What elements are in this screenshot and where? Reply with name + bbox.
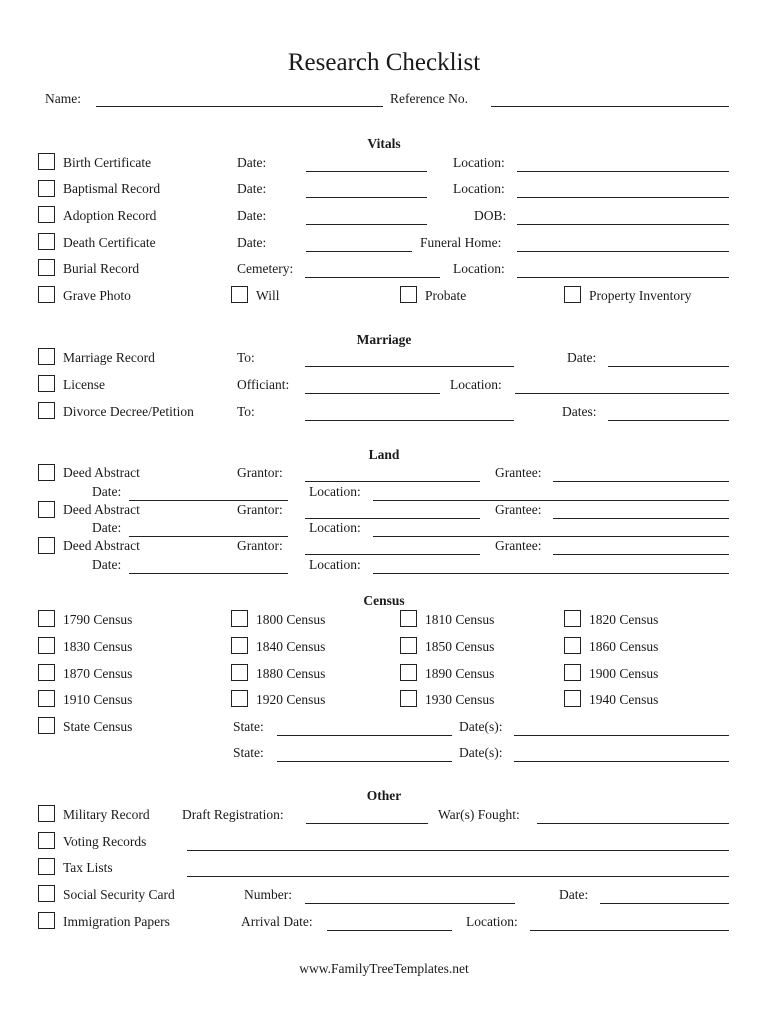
- deed-abstract-2-checkbox[interactable]: [38, 501, 55, 518]
- deed-1-date-label: Date:: [92, 484, 122, 499]
- draft-registration-field[interactable]: [306, 809, 428, 824]
- page-title: Research Checklist: [287, 49, 481, 76]
- deed-1-date-field[interactable]: [129, 486, 288, 501]
- deed-1-location-field[interactable]: [373, 486, 729, 501]
- birth-location-field[interactable]: [517, 157, 729, 172]
- tax-lists-label: Tax Lists: [63, 860, 113, 875]
- license-location-label: Location:: [450, 377, 502, 392]
- ssn-date-field[interactable]: [600, 889, 729, 904]
- divorce-dates-label: Dates:: [562, 404, 597, 419]
- license-label: License: [63, 377, 105, 392]
- other-heading: Other: [366, 788, 402, 803]
- tax-lists-checkbox[interactable]: [38, 858, 55, 875]
- property-inventory-checkbox[interactable]: [564, 286, 581, 303]
- baptismal-date-field[interactable]: [306, 183, 427, 198]
- census-1850-checkbox[interactable]: [400, 637, 417, 654]
- census-1870-checkbox[interactable]: [38, 664, 55, 681]
- burial-location-field[interactable]: [517, 263, 729, 278]
- deed-1-location-label: Location:: [309, 484, 361, 499]
- marriage-record-checkbox[interactable]: [38, 348, 55, 365]
- census-1880-checkbox[interactable]: [231, 664, 248, 681]
- deed-3-grantee-field[interactable]: [553, 540, 729, 555]
- state-2-dates-label: Date(s):: [459, 745, 503, 760]
- marriage-record-label: Marriage Record: [63, 350, 155, 365]
- state-census-label: State Census: [63, 719, 133, 734]
- deed-abstract-1-checkbox[interactable]: [38, 464, 55, 481]
- reference-label: Reference No.: [390, 91, 468, 106]
- census-1900-checkbox[interactable]: [564, 664, 581, 681]
- birth-certificate-label: Birth Certificate: [63, 155, 152, 170]
- deed-2-grantor-field[interactable]: [305, 504, 480, 519]
- property-inventory-label: Property Inventory: [589, 288, 692, 303]
- voting-records-field[interactable]: [187, 836, 729, 851]
- land-heading: Land: [368, 447, 400, 462]
- license-location-field[interactable]: [515, 379, 729, 394]
- deed-abstract-3-checkbox[interactable]: [38, 537, 55, 554]
- census-1930-label: 1930 Census: [425, 692, 495, 707]
- dob-label: DOB:: [474, 208, 507, 223]
- census-1920-checkbox[interactable]: [231, 690, 248, 707]
- tax-lists-field[interactable]: [187, 862, 729, 877]
- census-1860-checkbox[interactable]: [564, 637, 581, 654]
- census-1790-label: 1790 Census: [63, 612, 133, 627]
- deed-3-grantor-label: Grantor:: [237, 538, 283, 553]
- deed-3-grantor-field[interactable]: [305, 540, 480, 555]
- ssn-number-label: Number:: [244, 887, 292, 902]
- officiant-field[interactable]: [305, 379, 440, 394]
- state-census-checkbox[interactable]: [38, 717, 55, 734]
- arrival-date-label: Arrival Date:: [241, 914, 313, 929]
- census-1850-label: 1850 Census: [425, 639, 495, 654]
- vitals-heading: Vitals: [367, 136, 401, 151]
- state-1-label: State:: [233, 719, 264, 734]
- baptismal-location-label: Location:: [453, 181, 505, 196]
- will-checkbox[interactable]: [231, 286, 248, 303]
- baptismal-location-field[interactable]: [517, 183, 729, 198]
- census-1790-checkbox[interactable]: [38, 610, 55, 627]
- immigration-papers-checkbox[interactable]: [38, 912, 55, 929]
- ssn-date-label: Date:: [559, 887, 589, 902]
- deed-2-date-label: Date:: [92, 520, 122, 535]
- death-certificate-label: Death Certificate: [63, 235, 156, 250]
- deed-3-grantee-label: Grantee:: [495, 538, 542, 553]
- funeral-home-label: Funeral Home:: [420, 235, 502, 250]
- deed-abstract-3-label: Deed Abstract: [63, 538, 140, 553]
- marriage-date-field[interactable]: [608, 352, 729, 367]
- deed-1-grantor-field[interactable]: [305, 467, 480, 482]
- deed-3-date-field[interactable]: [129, 559, 288, 574]
- deed-2-location-label: Location:: [309, 520, 361, 535]
- grave-photo-checkbox[interactable]: [38, 286, 55, 303]
- death-certificate-checkbox[interactable]: [38, 233, 55, 250]
- deed-3-date-label: Date:: [92, 557, 122, 572]
- deed-abstract-1-label: Deed Abstract: [63, 465, 140, 480]
- deed-2-grantee-label: Grantee:: [495, 502, 542, 517]
- census-1860-label: 1860 Census: [589, 639, 659, 654]
- probate-checkbox[interactable]: [400, 286, 417, 303]
- census-1800-checkbox[interactable]: [231, 610, 248, 627]
- divorce-dates-field[interactable]: [608, 406, 729, 421]
- death-date-field[interactable]: [306, 237, 412, 252]
- census-1870-label: 1870 Census: [63, 666, 133, 681]
- census-1910-checkbox[interactable]: [38, 690, 55, 707]
- state-2-field[interactable]: [277, 747, 452, 762]
- census-heading: Census: [363, 593, 405, 608]
- will-label: Will: [256, 288, 280, 303]
- deed-1-grantee-label: Grantee:: [495, 465, 542, 480]
- ssn-number-field[interactable]: [305, 889, 515, 904]
- deed-1-grantee-field[interactable]: [553, 467, 729, 482]
- census-1940-label: 1940 Census: [589, 692, 659, 707]
- census-1880-label: 1880 Census: [256, 666, 326, 681]
- cemetery-field[interactable]: [305, 263, 440, 278]
- grave-photo-label: Grave Photo: [63, 288, 131, 303]
- license-checkbox[interactable]: [38, 375, 55, 392]
- baptismal-date-label: Date:: [237, 181, 267, 196]
- divorce-to-label: To:: [237, 404, 255, 419]
- deed-3-location-label: Location:: [309, 557, 361, 572]
- probate-label: Probate: [425, 288, 467, 303]
- death-date-label: Date:: [237, 235, 267, 250]
- adoption-record-label: Adoption Record: [63, 208, 157, 223]
- military-record-label: Military Record: [63, 807, 150, 822]
- reference-field[interactable]: [491, 92, 729, 107]
- deed-2-grantee-field[interactable]: [553, 504, 729, 519]
- state-1-dates-field[interactable]: [514, 721, 729, 736]
- census-1810-label: 1810 Census: [425, 612, 495, 627]
- adoption-date-label: Date:: [237, 208, 267, 223]
- military-record-checkbox[interactable]: [38, 805, 55, 822]
- draft-registration-label: Draft Registration:: [182, 807, 284, 822]
- census-1930-checkbox[interactable]: [400, 690, 417, 707]
- divorce-checkbox[interactable]: [38, 402, 55, 419]
- census-1940-checkbox[interactable]: [564, 690, 581, 707]
- immigration-location-field[interactable]: [530, 916, 729, 931]
- social-security-card-checkbox[interactable]: [38, 885, 55, 902]
- census-1830-label: 1830 Census: [63, 639, 133, 654]
- birth-location-label: Location:: [453, 155, 505, 170]
- census-1920-label: 1920 Census: [256, 692, 326, 707]
- birth-date-label: Date:: [237, 155, 267, 170]
- funeral-home-field[interactable]: [517, 237, 729, 252]
- baptismal-record-checkbox[interactable]: [38, 180, 55, 197]
- state-1-field[interactable]: [277, 721, 452, 736]
- census-1830-checkbox[interactable]: [38, 637, 55, 654]
- name-label: Name:: [45, 91, 81, 106]
- census-1800-label: 1800 Census: [256, 612, 326, 627]
- divorce-to-field[interactable]: [305, 406, 514, 421]
- dob-field[interactable]: [517, 210, 729, 225]
- deed-3-location-field[interactable]: [373, 559, 729, 574]
- deed-2-date-field[interactable]: [129, 522, 288, 537]
- birth-certificate-checkbox[interactable]: [38, 153, 55, 170]
- adoption-date-field[interactable]: [306, 210, 427, 225]
- census-1840-label: 1840 Census: [256, 639, 326, 654]
- voting-records-label: Voting Records: [63, 834, 147, 849]
- marriage-heading: Marriage: [356, 332, 412, 347]
- footer-website: www.FamilyTreeTemplates.net: [299, 961, 469, 976]
- immigration-location-label: Location:: [466, 914, 518, 929]
- census-1900-label: 1900 Census: [589, 666, 659, 681]
- census-1890-label: 1890 Census: [425, 666, 495, 681]
- marriage-to-label: To:: [237, 350, 255, 365]
- wars-fought-label: War(s) Fought:: [438, 807, 520, 822]
- marriage-to-field[interactable]: [305, 352, 514, 367]
- census-1820-checkbox[interactable]: [564, 610, 581, 627]
- wars-fought-field[interactable]: [537, 809, 729, 824]
- state-1-dates-label: Date(s):: [459, 719, 503, 734]
- state-2-label: State:: [233, 745, 264, 760]
- burial-location-label: Location:: [453, 261, 505, 276]
- deed-2-location-field[interactable]: [373, 522, 729, 537]
- burial-record-label: Burial Record: [63, 261, 140, 276]
- burial-record-checkbox[interactable]: [38, 259, 55, 276]
- divorce-label: Divorce Decree/Petition: [63, 404, 194, 419]
- census-1840-checkbox[interactable]: [231, 637, 248, 654]
- social-security-card-label: Social Security Card: [63, 887, 175, 902]
- census-1890-checkbox[interactable]: [400, 664, 417, 681]
- census-1820-label: 1820 Census: [589, 612, 659, 627]
- state-2-dates-field[interactable]: [514, 747, 729, 762]
- officiant-label: Officiant:: [237, 377, 290, 392]
- immigration-papers-label: Immigration Papers: [63, 914, 170, 929]
- deed-abstract-2-label: Deed Abstract: [63, 502, 140, 517]
- baptismal-record-label: Baptismal Record: [63, 181, 161, 196]
- cemetery-label: Cemetery:: [237, 261, 294, 276]
- deed-2-grantor-label: Grantor:: [237, 502, 283, 517]
- marriage-date-label: Date:: [567, 350, 597, 365]
- name-field[interactable]: [96, 92, 383, 107]
- arrival-date-field[interactable]: [327, 916, 452, 931]
- adoption-record-checkbox[interactable]: [38, 206, 55, 223]
- census-1810-checkbox[interactable]: [400, 610, 417, 627]
- census-1910-label: 1910 Census: [63, 692, 133, 707]
- voting-records-checkbox[interactable]: [38, 832, 55, 849]
- deed-1-grantor-label: Grantor:: [237, 465, 283, 480]
- birth-date-field[interactable]: [306, 157, 427, 172]
